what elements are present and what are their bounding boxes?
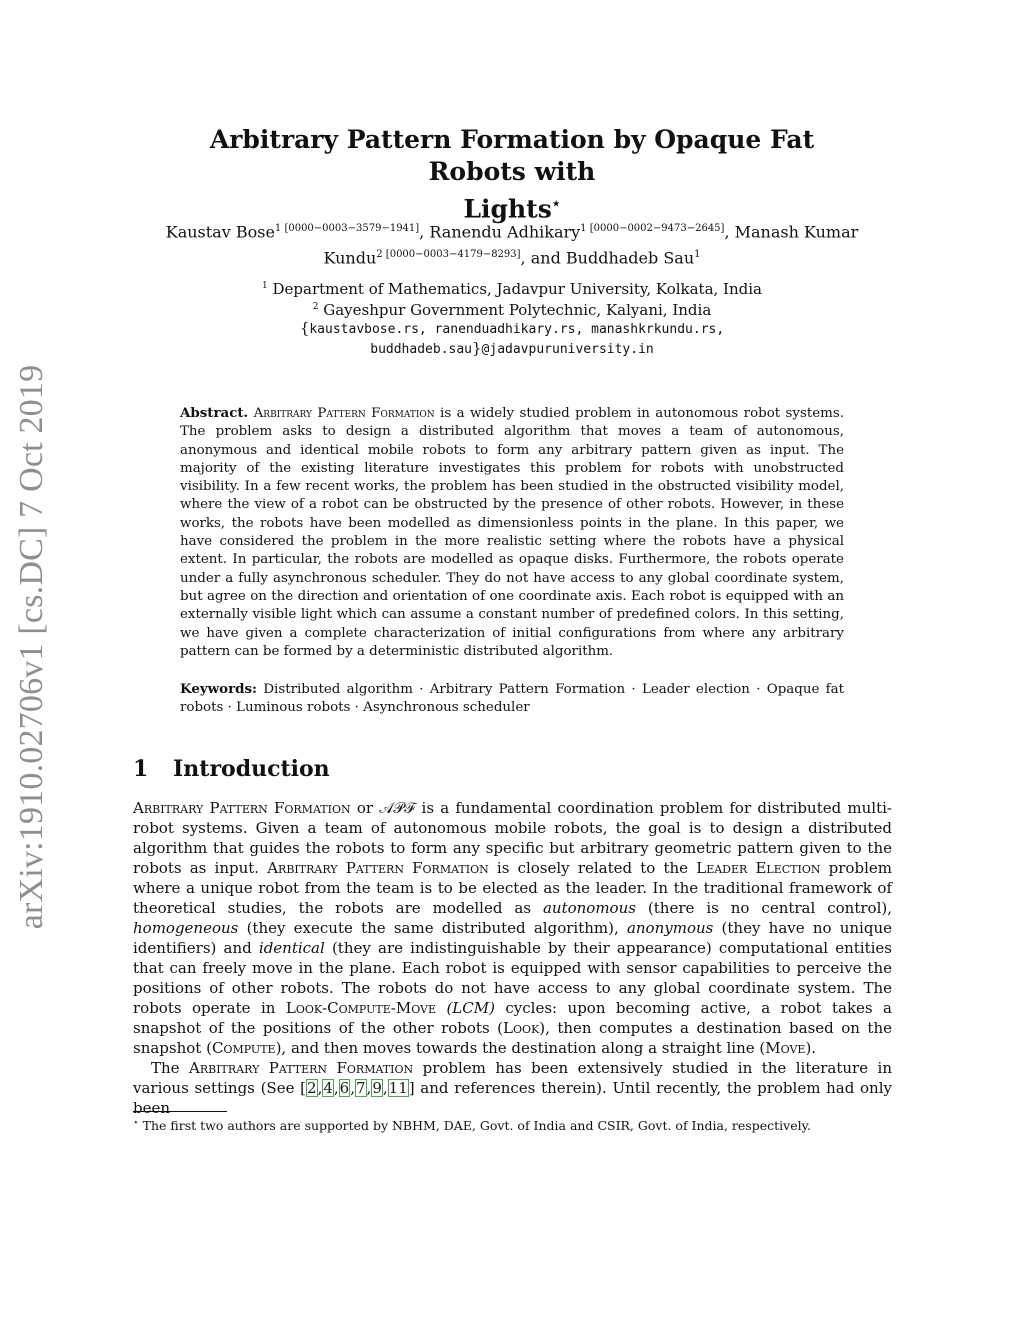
title-star-marker: ⋆ [551, 196, 561, 212]
text: ). [805, 1039, 817, 1057]
term-smallcaps: Arbitrary Pattern Formation [253, 406, 435, 421]
text: ), then computes a destination based on the snapshot ( [133, 1019, 893, 1057]
emph: (LCM) [436, 999, 495, 1017]
introduction-body [133, 798, 892, 1118]
text: cycles: upon becoming active, a robot takes a snapshot of the positions of the other robots ( [133, 999, 892, 1037]
author-orcid: 1 [0000−0003−3579−1941] [274, 223, 420, 234]
term-smallcaps: Arbitrary Pattern Formation [133, 799, 351, 817]
author-name: , and Buddhadeb Sau [520, 248, 695, 268]
affil-marker: 2 [312, 302, 319, 312]
text: (they have no unique identifiers) and [133, 919, 892, 957]
footnote-rule [133, 1111, 227, 1112]
term-smallcaps: Look [503, 1019, 540, 1037]
keywords-text: Distributed algorithm · Arbitrary Pattern Formation · Leader election · Opaque fat robots · Luminous robots · Asynchronous scheduler [180, 682, 844, 716]
footnote-marker: ⋆ [133, 1118, 139, 1128]
text: or [350, 799, 380, 817]
affiliations [160, 277, 864, 359]
arxiv-identifier: arXiv:1910.02706v1 [cs.DC] 7 Oct 2019 [13, 364, 50, 930]
abstract [180, 404, 844, 661]
term-smallcaps: Leader Election [696, 859, 821, 877]
math-apf: 𝒜𝒫ℱ [379, 799, 416, 817]
text: problem where a unique robot from the team is to be elected as the leader. In the traditional framework of theoretical studies, the robots are modelled as [133, 859, 892, 917]
text: is a fundamental coordination problem for distributed multi-robot systems. Given a team of autonomous mobile robots, the goal is to design a distributed algorithm that guides the robots to form any specific but arbitrary geometric pattern given to the robots as input. [133, 799, 892, 877]
section-number: 1 [133, 756, 149, 782]
affiliation-1: Department of Mathematics, Jadavpur University, Kolkata, India [272, 280, 762, 298]
email-list[interactable]: kaustavbose.rs, ranenduadhikary.rs, manashkrkundu.rs, [309, 322, 725, 337]
term-smallcaps: Look-Compute-Move [285, 999, 436, 1017]
emph: anonymous [626, 919, 714, 937]
text: (they are indistinguishable by their appearance) computational entities that can freely move in the plane. Each robot is equipped with sensor capabilities to perceive the positions of other robots. The robots do not have access to any global coordinate system. The robots operate in [133, 939, 893, 1017]
citation-link[interactable]: 9 [372, 1079, 382, 1097]
affil-marker: 1 [261, 281, 268, 291]
text: is closely related to the [488, 859, 697, 877]
author-list [150, 217, 874, 270]
term-smallcaps: Compute [211, 1039, 276, 1057]
citation-link[interactable]: 11 [388, 1079, 408, 1097]
title-line-2: Lights [463, 194, 552, 224]
citation-link[interactable]: 7 [356, 1079, 366, 1097]
text: problem has been extensively studied in the literature in various settings (See [133, 1059, 892, 1097]
email-list[interactable]: buddhadeb.sau [370, 342, 472, 357]
text: ), and then moves towards the destination along a straight line ( [275, 1039, 766, 1057]
emph: homogeneous [133, 919, 239, 937]
title-line-1: Arbitrary Pattern Formation by Opaque Fat Robots with [209, 125, 815, 186]
citation-link[interactable]: 4 [323, 1079, 333, 1097]
citation-link[interactable]: 2 [307, 1079, 317, 1097]
footnote-text: The first two authors are supported by NBHM, DAE, Govt. of India and CSIR, Govt. of India, respectively. [142, 1118, 811, 1134]
author-affil-marker: 1 [694, 249, 701, 261]
author-name: , Manash Kumar [724, 222, 859, 242]
citation-link[interactable]: 6 [339, 1079, 350, 1097]
abstract-label: Abstract. [180, 405, 249, 421]
author-orcid: 1 [0000−0002−9473−2645] [580, 223, 725, 234]
brace: { [299, 319, 310, 337]
arxiv-sidebar-stamp [8, 362, 56, 932]
affiliation-2: Gayeshpur Government Polytechnic, Kalyani, India [323, 301, 712, 319]
paper-title [160, 124, 864, 225]
section-heading [133, 756, 891, 782]
term-smallcaps: Move [765, 1039, 806, 1057]
keywords [180, 680, 844, 718]
footnote [133, 1115, 892, 1134]
keywords-label: Keywords: [180, 681, 258, 697]
emph: identical [258, 939, 325, 957]
term-smallcaps: Arbitrary Pattern Formation [189, 1059, 414, 1077]
section-title: Introduction [173, 756, 330, 782]
brace: } [472, 339, 482, 357]
text: (they execute the same distributed algorithm), [238, 919, 627, 937]
author-name: Kaustav Bose [165, 222, 275, 242]
paragraph: The Arbitrary Pattern Formation problem has been extensively studied in the literature in various settings (See [2,4,6,7,9,11] and references therein). Until recently, the problem had only been [133, 1059, 892, 1117]
author-name: , Ranendu Adhikary [419, 222, 581, 242]
email-domain[interactable]: @jadavpuruniversity.in [481, 342, 654, 357]
emph: autonomous [542, 899, 636, 917]
author-name: Kundu [323, 248, 377, 268]
text: The [151, 1059, 190, 1077]
author-orcid: 2 [0000−0003−4179−8293] [376, 249, 521, 261]
abstract-body: is a widely studied problem in autonomous robot systems. The problem asks to design a distributed algorithm that moves a team of autonomous, anonymous and identical mobile robots to form any arbitrary pattern given as input. The majority of the existing literature investigates this problem for robots with unobstructed visibility. In a few recent works, the problem has been studied in the obstructed visibility model, where the view of a robot can be obstructed by the presence of other robots. However, in these works, the robots have been modelled as dimensionless points in the plane. In this paper, we have considered the problem in the more realistic setting where the robots have a physical extent. In particular, the robots are modelled as opaque disks. Furthermore, the robots operate under a fully asynchronous scheduler. They do not have access to any global coordinate system, but agree on the direction and orientation of one coordinate axis. Each robot is equipped with an externally visible light which can assume a constant number of predefined colors. In this setting, we have given a complete characterization of initial configurations from where any arbitrary pattern can be formed by a deterministic distributed algorithm. [180, 406, 845, 659]
paragraph [133, 798, 892, 1058]
text: and references therein). Until recently, the problem had only been [133, 1079, 892, 1117]
text: (there is no central control), [635, 899, 892, 917]
term-smallcaps: Arbitrary Pattern Formation [267, 859, 489, 877]
